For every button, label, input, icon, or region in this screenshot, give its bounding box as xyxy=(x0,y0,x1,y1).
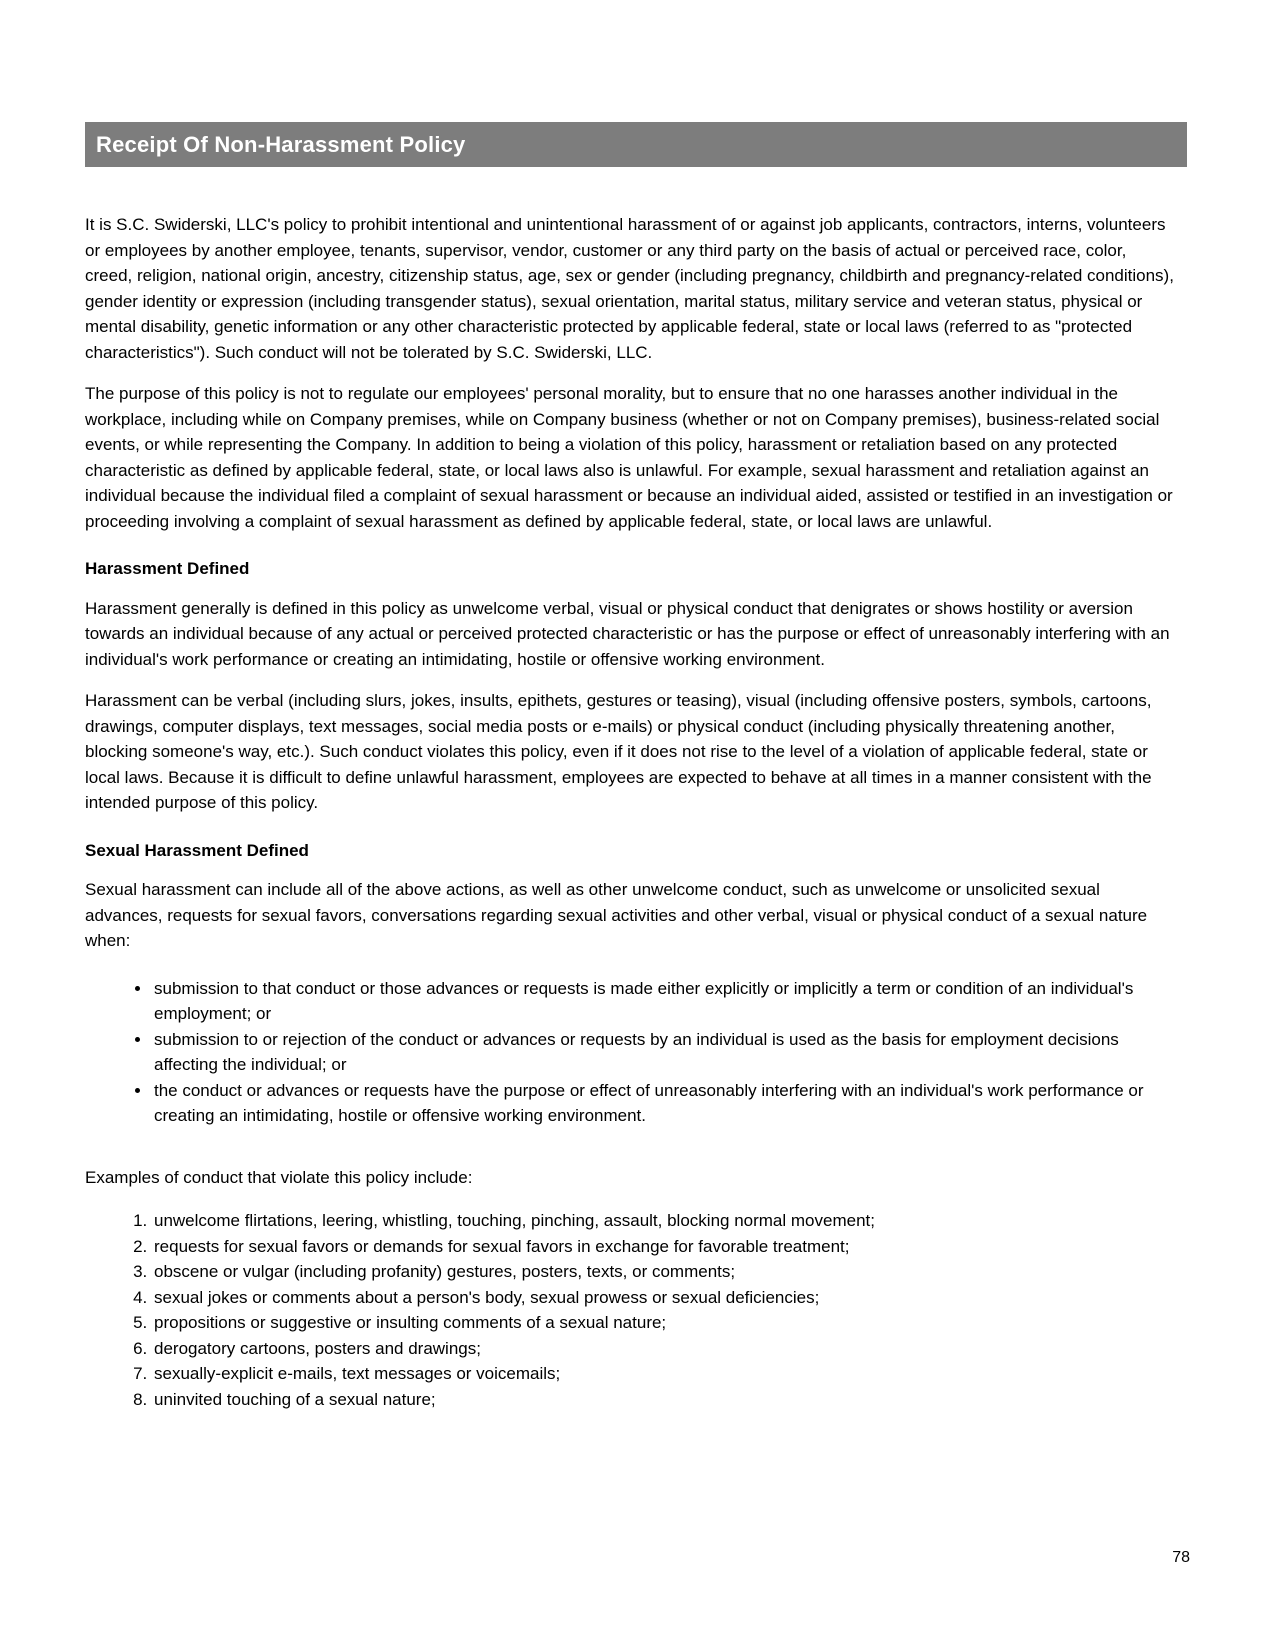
conduct-examples-list xyxy=(85,1208,1175,1412)
list-item: 8. uninvited touching of a sexual nature; xyxy=(152,1387,1175,1413)
list-item: 2. requests for sexual favors or demands for sexual favors in exchange for favorable treatment; xyxy=(152,1234,1175,1260)
paragraph-policy-intro: It is S.C. Swiderski, LLC's policy to prohibit intentional and unintentional harassment of or against job applicants, contractors, interns, volunteers or employees by another employee, tenants, supervisor, vendor, customer or any third party on the basis of actual or perceived race, color, creed, religion, national origin, ancestry, citizenship status, age, sex or gender (including pregnancy, childbirth and pregnancy-related conditions), gender identity or expression (including transgender status), sexual orientation, marital status, military service and veteran status, physical or mental disability, genetic information or any other characteristic protected by applicable federal, state or local laws (referred to as "protected characteristics"). Such conduct will not be tolerated by S.C. Swiderski, LLC. xyxy=(85,215,1174,362)
paragraph-sexual-harassment-intro: Sexual harassment can include all of the above actions, as well as other unwelcome conduct, such as unwelcome or unsolicited sexual advances, requests for sexual favors, conversations regarding sexual activities and other verbal, visual or physical conduct of a sexual nature when: xyxy=(85,880,1148,950)
paragraph-policy-purpose: The purpose of this policy is not to regulate our employees' personal morality, but to ensure that no one harasses another individual in the workplace, including while on Company premises, while on Company business (whether or not on Company premises), business-related social events, or while representing the Company. In addition to being a violation of this policy, harassment or retaliation based on any protected characteristic as defined by applicable federal, state, or local laws also is unlawful. For example, sexual harassment and retaliation against an individual because the individual filed a complaint of sexual harassment or because an individual aided, assisted or testified in an investigation or proceeding involving a complaint of sexual harassment as defined by applicable federal, state, or local laws are unlawful. xyxy=(85,384,1173,531)
list-item: • the conduct or advances or requests have the purpose or effect of unreasonably interfering with an individual's work performance or creating an intimidating, hostile or offensive working environment. xyxy=(152,1078,1175,1129)
document-body xyxy=(85,212,1175,1412)
list-item: 7. sexually-explicit e-mails, text messages or voicemails; xyxy=(152,1361,1175,1387)
list-item: 6. derogatory cartoons, posters and drawings; xyxy=(152,1336,1175,1362)
paragraph-harassment-forms: Harassment can be verbal (including slurs, jokes, insults, epithets, gestures or teasing), visual (including offensive posters, symbols, cartoons, drawings, computer displays, text messages, social media posts or e-mails) or physical conduct (including physically threatening another, blocking someone's way, etc.). Such conduct violates this policy, even if it does not rise to the level of a violation of applicable federal, state or local laws. Because it is difficult to define unlawful harassment, employees are expected to behave at all times in a manner consistent with the intended purpose of this policy. xyxy=(85,691,1152,812)
list-item: 4. sexual jokes or comments about a person's body, sexual prowess or sexual deficiencies; xyxy=(152,1285,1175,1311)
section-title-bar xyxy=(85,122,1187,167)
paragraph-harassment-definition: Harassment generally is defined in this policy as unwelcome verbal, visual or physical conduct that denigrates or shows hostility or aversion towards an individual because of any actual or perceived protected characteristic or has the purpose or effect of unreasonably interfering with an individual's work performance or creating an intimidating, hostile or offensive working environment. xyxy=(85,598,1170,669)
heading-harassment-defined: Harassment Defined xyxy=(85,559,250,578)
page-number: 78 xyxy=(1172,1549,1190,1566)
list-item: 5. propositions or suggestive or insulting comments of a sexual nature; xyxy=(152,1310,1175,1336)
paragraph-examples-intro: Examples of conduct that violate this policy include: xyxy=(85,1167,473,1187)
page-title: Receipt Of Non-Harassment Policy xyxy=(96,131,466,157)
list-item: • submission to or rejection of the conduct or advances or requests by an individual is used as the basis for employment decisions affecting the individual; or xyxy=(152,1027,1175,1078)
list-item: 3. obscene or vulgar (including profanity) gestures, posters, texts, or comments; xyxy=(152,1259,1175,1285)
list-item: • submission to that conduct or those advances or requests is made either explicitly or implicitly a term or condition of an individual's employment; or xyxy=(152,976,1175,1027)
sexual-harassment-conditions-list xyxy=(85,976,1175,1129)
heading-sexual-harassment-defined: Sexual Harassment Defined xyxy=(85,840,309,860)
list-item: 1. unwelcome flirtations, leering, whistling, touching, pinching, assault, blocking normal movement; xyxy=(152,1208,1175,1234)
